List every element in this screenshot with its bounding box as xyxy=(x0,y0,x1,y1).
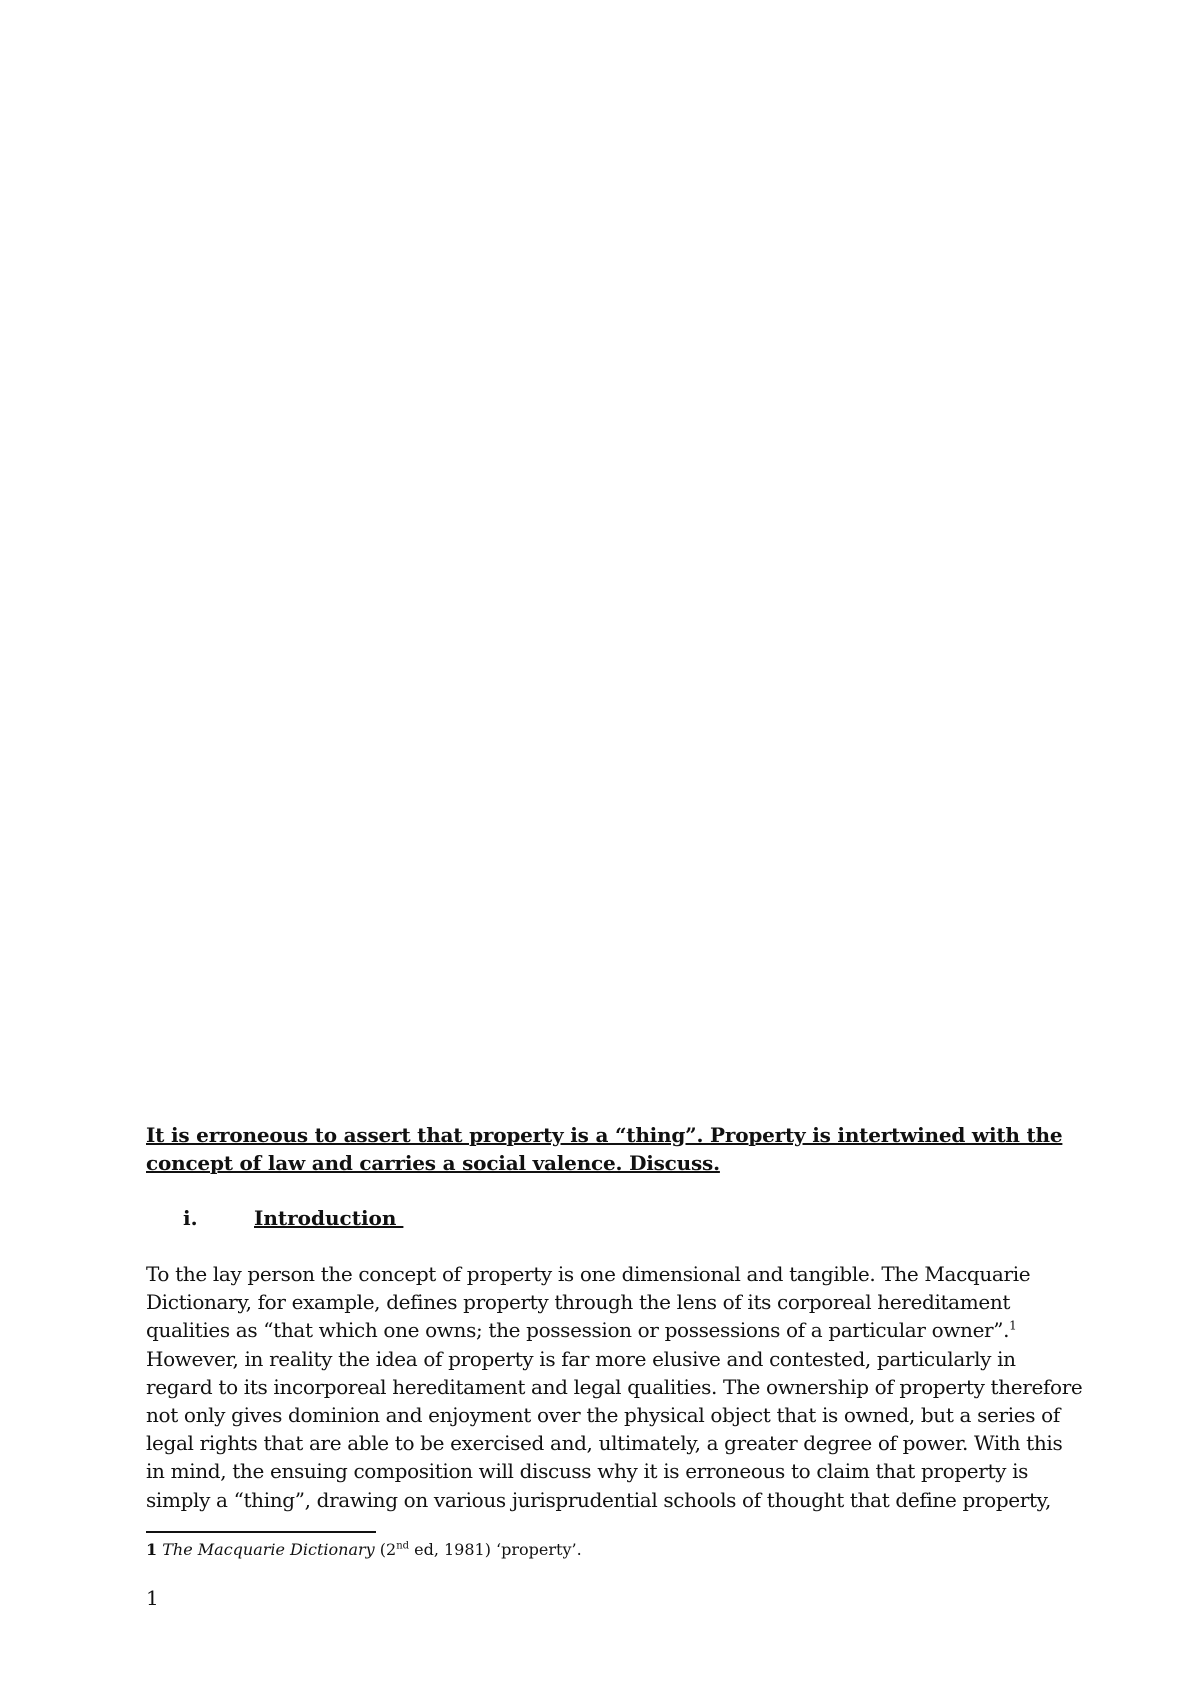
paragraph-line-1: To the lay person the concept of property is one dimensional and tangible. The Macquarie xyxy=(146,1262,1031,1286)
paragraph-line-7: legal rights that are able to be exercised and, ultimately, a greater degree of power. With this xyxy=(146,1431,1063,1456)
paragraph-line-9: simply a “thing”, drawing on various jurisprudential schools of thought that define property, xyxy=(146,1487,1051,1512)
paragraph-line-3-text: qualities as “that which one owns; the possession or possessions of a particular owner”. xyxy=(146,1318,1010,1343)
footnote-separator xyxy=(146,1531,376,1533)
section-label: Introduction xyxy=(254,1206,404,1230)
paragraph-line-8: in mind, the ensuing composition will discuss why it is erroneous to claim that property is xyxy=(146,1459,1029,1484)
footnote-source-title: The Macquarie Dictionary xyxy=(162,1540,375,1559)
introduction-paragraph xyxy=(146,1260,1083,1514)
title-line-1: It is erroneous to assert that property is a “thing”. Property is intertwined with the xyxy=(146,1123,1063,1147)
footnote xyxy=(146,1539,1046,1561)
footnote-number: 1 xyxy=(146,1540,158,1559)
footnote-edition-open: (2 xyxy=(374,1540,397,1559)
paragraph-line-3 xyxy=(146,1316,1066,1344)
footnote-edition-suffix: nd xyxy=(396,1540,410,1552)
footnote-reference-marker[interactable]: 1 xyxy=(1009,1318,1017,1333)
title-line-2: concept of law and carries a social valence. Discuss. xyxy=(146,1151,720,1175)
paragraph-line-4: However, in reality the idea of property is far more elusive and contested, particularly in xyxy=(146,1346,1016,1371)
paragraph-line-2: Dictionary, for example, defines property through the lens of its corporeal hereditament xyxy=(146,1290,1011,1315)
essay-question-title xyxy=(146,1121,1076,1177)
page-number: 1 xyxy=(146,1586,159,1610)
paragraph-line-5: regard to its incorporeal hereditament and legal qualities. The ownership of property therefore xyxy=(146,1374,1083,1399)
footnote-citation-rest: ed, 1981) ‘property’. xyxy=(409,1540,582,1559)
paragraph-line-6: not only gives dominion and enjoyment over the physical object that is owned, but a series of xyxy=(146,1403,1060,1428)
section-number: i. xyxy=(183,1206,198,1230)
